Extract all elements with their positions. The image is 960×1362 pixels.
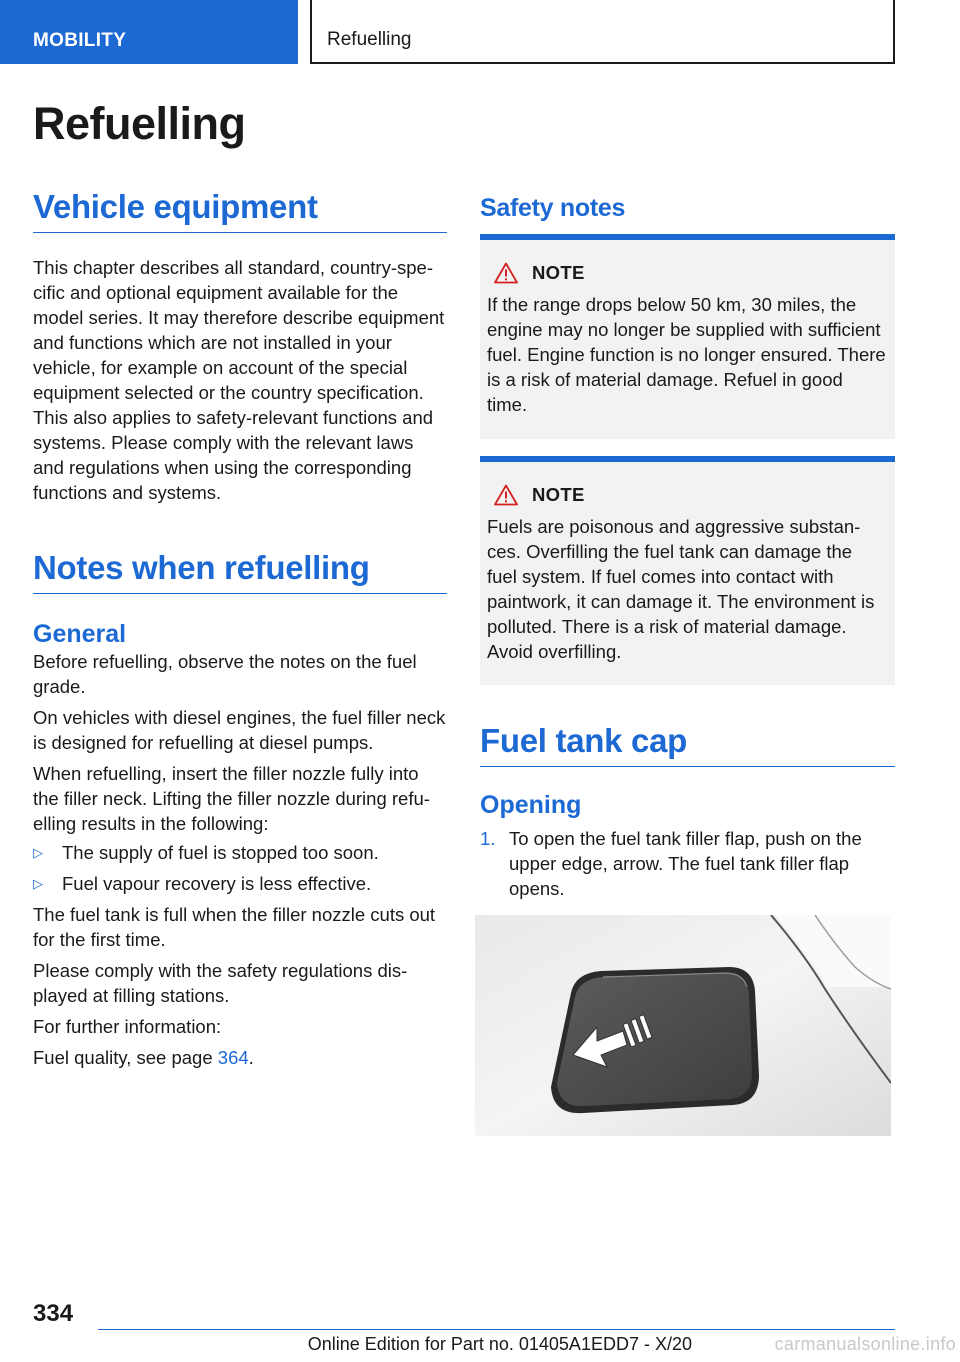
heading-opening: Opening [480, 791, 582, 819]
vehicle-equipment-text: This chapter describes all standard, country-specific and optional equipment available for the model series. It may therefore describe equipment and functions which are not installed in your vehicle, for example on account of the special equipment selected or the country specification. This also applies to safety-relevant functions and systems. Please comply with the relevant laws and regulations when using the corresponding functions and systems. [33, 257, 445, 503]
list-item-text: The supply of fuel is stopped too soon. [62, 842, 379, 863]
footer-edition: Online Edition for Part no. 01405A1EDD7 - X/20 [307, 1334, 692, 1354]
heading-safety-notes: Safety notes [480, 194, 626, 222]
page-number: 334 [33, 1300, 74, 1327]
list-item [33, 840, 447, 865]
page-link[interactable]: 364 [217, 1047, 249, 1068]
opening-steps [480, 826, 895, 901]
reference-prefix: Fuel quality, see page [33, 1047, 218, 1068]
step-number: 1. [480, 828, 496, 849]
note-box [480, 456, 895, 685]
right-column [480, 188, 895, 901]
chapter-tab: MOBILITY [0, 0, 298, 64]
general-paragraph-5: Please comply with the safety regulations displayed at filling stations. [33, 960, 408, 1006]
list-item-text: Fuel vapour recovery is less effective. [62, 873, 372, 894]
heading-general: General [33, 620, 127, 648]
reference-suffix: . [248, 1047, 254, 1068]
watermark: carmanualsonline.info [774, 1334, 956, 1354]
page-title: Refuelling [33, 98, 246, 149]
note-label: NOTE [532, 484, 585, 505]
general-paragraph-2: On vehicles with diesel engines, the fuel filler neck is designed for refuelling at diesel pumps. [33, 707, 446, 753]
list-item [480, 826, 895, 901]
warning-triangle-icon [494, 484, 518, 506]
note-header [487, 482, 887, 508]
note-header [487, 260, 887, 286]
step-text: To open the fuel tank filler flap, push on the upper edge, arrow. The fuel tank filler flap opens. [509, 828, 862, 899]
section-header: Refuelling [310, 0, 895, 64]
heading-notes-refuelling: Notes when refuelling [33, 549, 447, 594]
general-paragraph-4: The fuel tank is full when the filler nozzle cuts out for the first time. [33, 904, 436, 950]
heading-fuel-tank-cap: Fuel tank cap [480, 722, 895, 767]
note-text: If the range drops below 50 km, 30 miles, the engine may no longer be supplied with sufficient fuel. Engine function is no longer ensured. There is a risk of material damage. Refuel in good time. [487, 294, 886, 415]
triangle-bullet-icon: ▷ [33, 876, 43, 891]
general-paragraph-6: For further information: [33, 1016, 222, 1037]
general-paragraph-3: When refuelling, insert the filler nozzle fully into the filler neck. Lifting the filler nozzle during refuelling results in the following: [33, 763, 430, 834]
left-column [33, 188, 447, 1070]
warning-triangle-icon [494, 262, 518, 284]
fuel-quality-reference [33, 1045, 447, 1070]
note-text: Fuels are poisonous and aggressive substances. Overfilling the fuel tank can damage the fuel system. If fuel comes into contact with paintwork, it can damage it. The environment is polluted. There is a risk of material damage. Avoid overfilling. [487, 516, 875, 662]
list-item [33, 871, 447, 896]
triangle-bullet-icon: ▷ [33, 845, 43, 860]
fuel-filler-flap-image [475, 915, 891, 1136]
general-bullet-list [33, 840, 447, 896]
general-paragraph-1: Before refuelling, observe the notes on the fuel grade. [33, 651, 417, 697]
note-label: NOTE [532, 262, 585, 283]
footer-divider [98, 1329, 895, 1330]
heading-vehicle-equipment: Vehicle equipment [33, 188, 447, 233]
note-box [480, 234, 895, 439]
